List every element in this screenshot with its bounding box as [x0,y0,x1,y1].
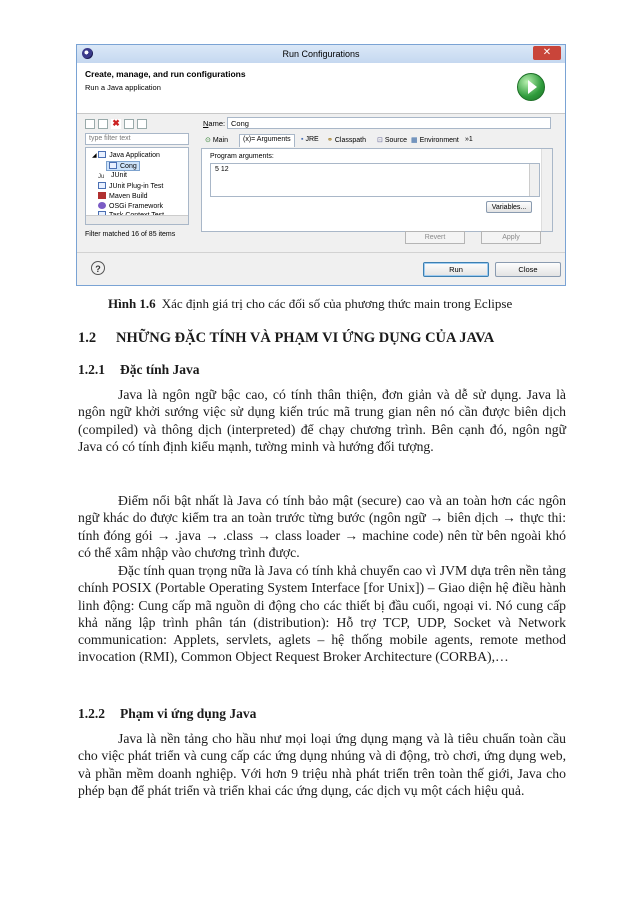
revert-apply-row [393,231,553,245]
arguments-tab-body [201,149,553,232]
paragraph-1: Java là ngôn ngữ bậc cao, có tính thân thiện, đơn giản và dễ sử dụng. Java là ngôn ngữ khởi sướng việc sử dụng kiến trúc mã trung gian nên nó cần được biên dịch (compiled) và thông dịch (interpreted) để chạy chương trình. Bên cạnh đó, ngôn ngữ Java có có tính định kiểu mạnh, tường minh và hướng đối tượng. [78,387,566,454]
program-arguments-input[interactable] [210,163,540,197]
maven-icon [98,192,106,199]
tree-item-osgi-framework[interactable] [98,202,163,210]
tree-horizontal-scrollbar[interactable] [86,215,188,224]
config-editor-panel [201,117,553,247]
tree-item-label: JUnit Plug-in Test [109,183,164,190]
tree-item-label: Java Application [109,152,160,159]
window-title: Run Configurations [282,49,360,59]
window-close-button[interactable]: ✕ [533,46,561,60]
tree-item-label: JUnit [111,172,127,179]
tab-arguments[interactable]: (x)= Arguments [239,134,295,147]
collapse-all-icon[interactable] [124,119,134,129]
junit-icon: Ju [98,174,105,180]
tree-item-maven-build[interactable] [98,192,148,200]
subsection-number: 1.2.1 [78,362,105,377]
tree-item-java-application[interactable]: ◢ Java Application [92,152,160,159]
run-button[interactable]: Run [423,262,489,277]
dialog-footer [77,252,565,285]
new-config-icon[interactable] [85,119,95,129]
tab-source[interactable]: ⊡ Source [377,137,408,144]
program-arguments-label: Program arguments: [210,153,274,160]
dialog-header [77,63,565,114]
name-label: Name: [203,119,226,128]
filter-input[interactable]: type filter text [85,133,189,145]
figure-caption-label: Hình 1.6 [108,296,156,311]
name-input[interactable]: Cong [227,117,551,129]
apply-button[interactable]: Apply [481,231,541,244]
tab-main[interactable]: ⊙ Main [205,137,229,144]
config-toolbar [85,117,191,131]
tab-overflow[interactable]: »1 [465,136,473,143]
config-tree [85,147,189,225]
arguments-scrollbar[interactable] [529,164,539,196]
tree-item-cong[interactable] [106,161,140,171]
revert-button[interactable]: Revert [405,231,465,244]
paragraph-4: Java là nền tảng cho hầu như mọi loại ứng dụng mạng và là tiêu chuẩn toàn cầu cho việc phát triển và cung cấp các ứng dụng nhúng và di động, trò chơi, ứng dụng web, và phần mềm doanh nghiệp. Với hơn 9 triệu nhà phát triển trên toàn thế giới, Java cho phép bạn để phát triển và triển khai các ứng dụng, các dịch vụ một cách hiệu quả. [78,731,566,798]
program-arguments-value: 5 12 [215,166,229,173]
subsection-heading-1 [78,362,200,378]
filter-menu-icon[interactable] [137,119,147,129]
config-list-panel [85,117,191,247]
filter-status: Filter matched 16 of 85 items [85,231,176,238]
name-row [201,117,553,131]
tree-item-label: Maven Build [109,193,148,200]
close-button[interactable]: Close [495,262,561,277]
subsection-heading-2 [78,706,256,722]
figure-caption-text: Xác định giá trị cho các đối số của phương thức main trong Eclipse [161,296,513,311]
tree-item-junit-plugin-test[interactable] [98,182,163,190]
config-tabs [201,134,553,149]
junit-plugin-icon [98,182,106,189]
tab-classpath[interactable]: ⚭ Classpath [327,137,366,144]
subsection-title: Phạm vi ứng dụng Java [120,706,257,721]
tab-jre[interactable]: ▪ JRE [301,136,319,143]
duplicate-config-icon[interactable] [98,119,108,129]
delete-config-icon[interactable]: ✖ [112,118,120,128]
paragraph-2: Điểm nổi bật nhất là Java có tính bảo mật (secure) cao và an toàn hơn các ngôn ngữ khác do được kiểm tra an toàn trước từng bước (ngôn ngữ → biên dịch → thực thi: tính đóng gói → .java → .class → class loader → machine code) nên từ bên ngoài khó có thể xâm nhập vào chương trình được. [78,493,566,560]
run-configurations-dialog [76,44,566,286]
java-config-icon [109,162,117,169]
section-number: 1.2 [78,330,97,346]
subsection-number: 1.2.2 [78,706,105,721]
header-title: Create, manage, and run configurations [85,69,246,79]
java-app-icon [98,151,106,158]
variables-button[interactable]: Variables... [486,201,532,213]
tab-environment[interactable]: ▦ Environment [411,137,459,144]
help-icon[interactable]: ? [91,261,105,275]
section-title: NHỮNG ĐẶC TÍNH VÀ PHẠM VI ỨNG DỤNG CỦA JAVA [116,330,495,346]
tree-item-label: Cong [120,163,137,170]
header-subtitle: Run a Java application [85,83,161,92]
section-heading [78,330,494,347]
osgi-icon [98,202,106,209]
tree-item-junit[interactable] [98,172,127,181]
tree-item-label: OSGi Framework [109,203,164,210]
run-icon [517,73,545,101]
figure-caption [108,296,512,312]
paragraph-3: Đặc tính quan trọng nữa là Java có tính khả chuyển cao vì JVM dựa trên nền tảng chính POSIX (Portable Operating System Interface [for Unix]) – Giao diện hệ điều hành linh động: Cung cấp mã nguồn di động cho các thiết bị đầu cuối, ngoại vi. Nó cung cấp khả năng lập trình phân tán (distribution): Hỗ trợ TCP, UDP, Socket và Network communication: Applets, servlets, aglets – hệ thống mobile agents, remote method invocation (RMI), Common Object Request Broker Architecture (CORBA),… [78,563,566,665]
window-titlebar [77,45,565,63]
subsection-title: Đặc tính Java [120,362,200,377]
tab-body-scrollbar[interactable] [541,149,552,231]
